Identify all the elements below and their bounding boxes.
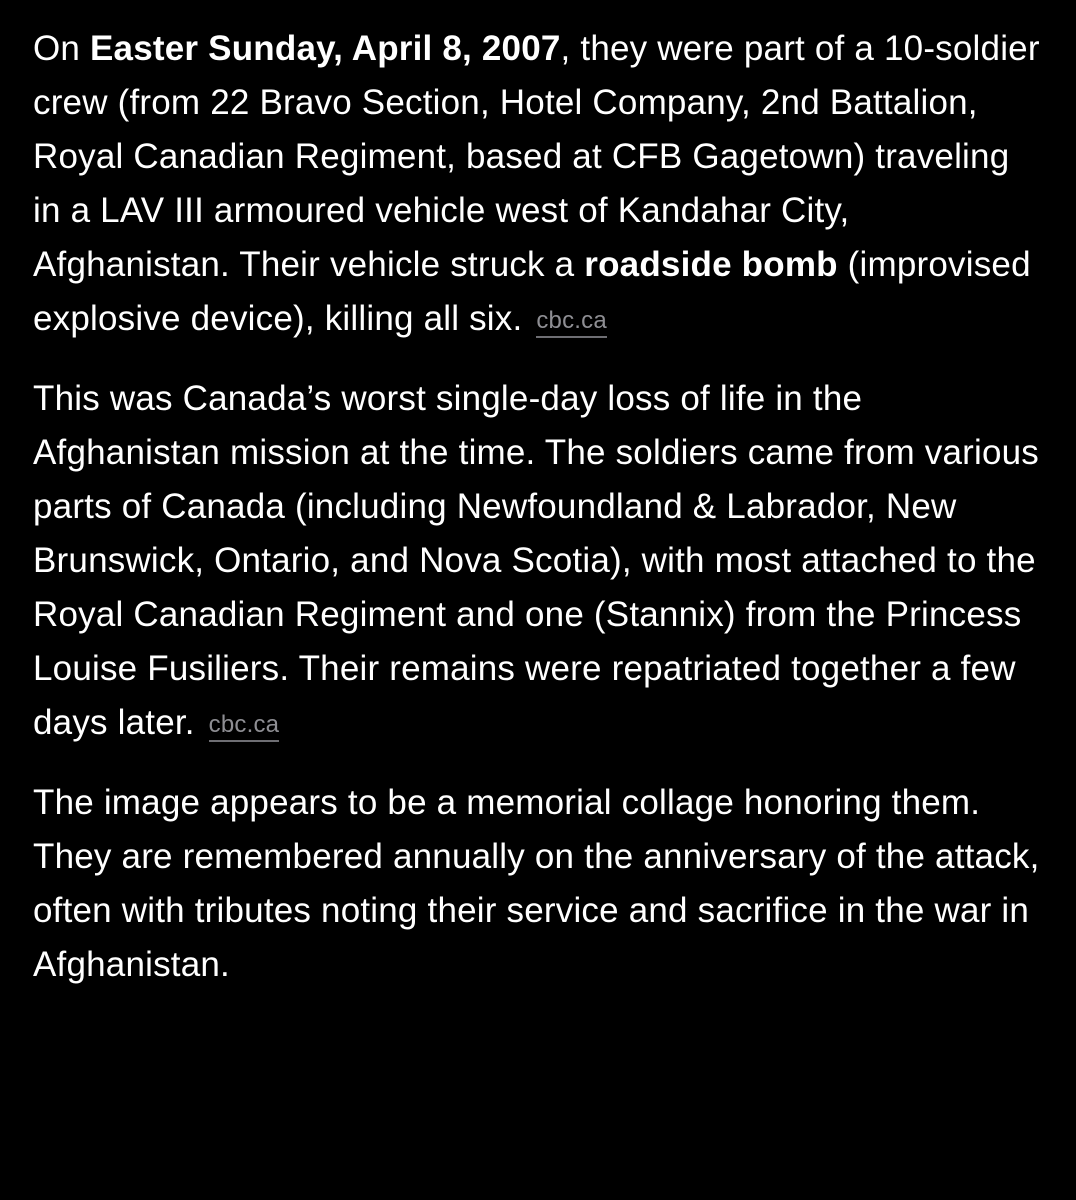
text-segment-bold: roadside bomb — [584, 245, 838, 284]
text-segment: The image appears to be a memorial collage honoring them. They are remembered annually on the anniversary of the attack, often with tributes noting their service and sacrifice in the war in Afghanistan. — [33, 783, 1040, 984]
text-segment: , they were part of a 10-soldier crew (from 22 Bravo Section, Hotel Company, 2nd Battalion, Royal Canadian Regiment, based at CFB Gagetown) traveling in a LAV III armoured vehicle west of Kandahar City, Afghanistan. Their vehicle struck a — [33, 29, 1040, 284]
paragraph-attack — [33, 22, 1043, 346]
response-text — [33, 22, 1043, 992]
text-segment: (improvised explosive device), killing all six. — [33, 245, 1031, 338]
citation-link[interactable]: cbc.ca — [209, 710, 280, 742]
paragraph-loss — [33, 372, 1043, 750]
text-segment-bold: Easter Sunday, April 8, 2007 — [90, 29, 561, 68]
text-segment: On — [33, 29, 91, 68]
paragraph-memorial — [33, 776, 1043, 992]
text-segment: This was Canada’s worst single-day loss of life in the Afghanistan mission at the time. The soldiers came from various parts of Canada (including Newfoundland & Labrador, New Brunswick, Ontario, and Nova Scotia), with most attached to the Royal Canadian Regiment and one (Stannix) from the Princess Louise Fusiliers. Their remains were repatriated together a few days later. — [33, 379, 1039, 742]
citation-link[interactable]: cbc.ca — [536, 306, 607, 338]
